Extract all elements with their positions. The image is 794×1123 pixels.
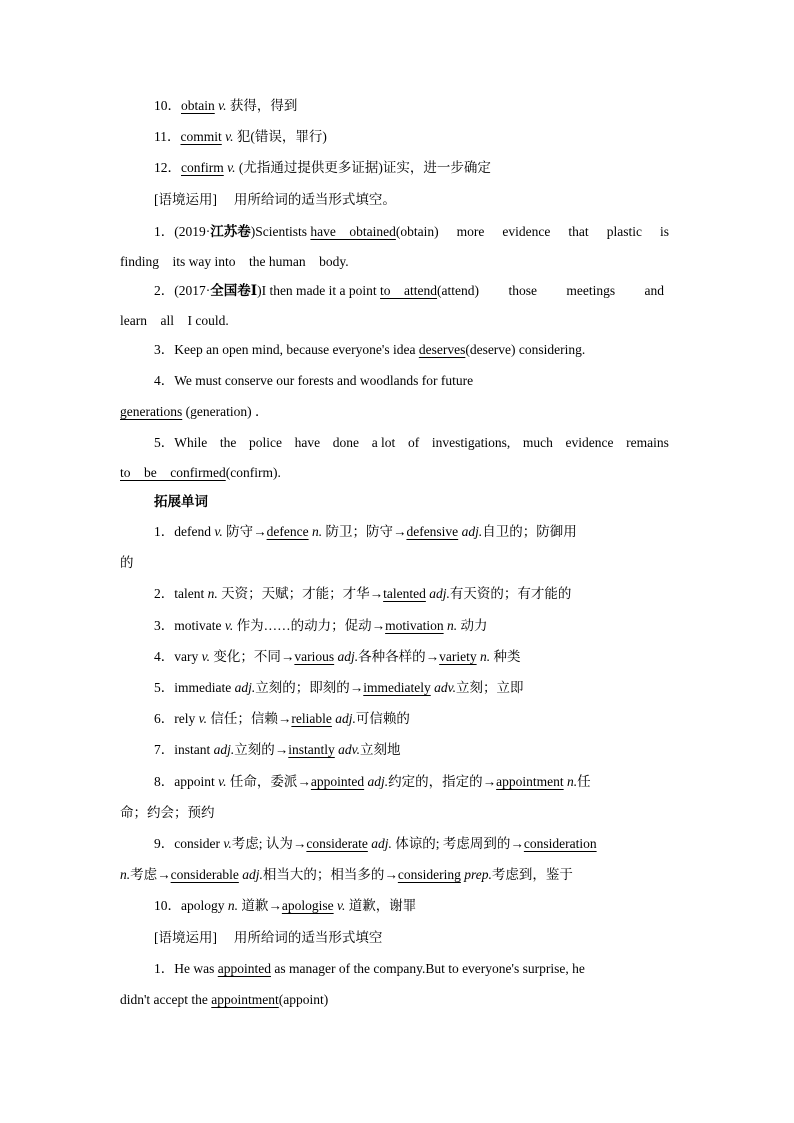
sentence-word: evidence — [565, 435, 614, 450]
word-meaning: 自卫的；防御用 — [482, 524, 577, 539]
sentence-end: (deserve) considering. — [465, 342, 586, 357]
answer-blank: defence — [266, 524, 309, 539]
extended-item-8 — [154, 772, 591, 792]
answer-blank: immediately — [363, 680, 431, 695]
vocab-item-11 — [154, 127, 327, 147]
part-of-speech: n. — [447, 618, 458, 633]
base-word: motivate — [174, 618, 222, 633]
answer-blank: considerable — [170, 867, 239, 882]
sentence-start: He was — [174, 961, 215, 976]
base-word: immediate — [174, 680, 232, 695]
source-name: 江苏卷 — [210, 224, 251, 239]
sentence-word: more — [456, 224, 485, 239]
part-of-speech: v. — [227, 160, 236, 175]
source-prefix: (2019· — [174, 224, 211, 239]
part-of-speech: n. — [120, 867, 131, 882]
sentence-word: plastic — [606, 224, 642, 239]
base-word: appoint — [174, 774, 215, 789]
vocab-word: confirm — [181, 160, 224, 175]
section-instruction: 用所给词的适当形式填空。 — [233, 192, 396, 207]
base-word: instant — [174, 742, 211, 757]
hint-word: (attend) — [437, 283, 480, 298]
part-of-speech: n. — [480, 649, 491, 664]
item-number: 10． — [154, 98, 181, 113]
vocab-word: commit — [180, 129, 222, 144]
vocab-meaning: 获得，得到 — [229, 98, 298, 113]
exercise-3 — [154, 340, 585, 360]
part-of-speech: v. — [218, 774, 227, 789]
part-of-speech: adj. — [335, 711, 356, 726]
item-number: 2． — [154, 283, 175, 298]
sentence-start: )I then made it a point — [257, 283, 377, 298]
base-word: consider — [174, 836, 220, 851]
word-meaning: 立刻的→ — [234, 742, 289, 757]
item-number: 1． — [154, 524, 175, 539]
answer-blank: various — [294, 649, 335, 664]
item-number: 3． — [154, 342, 175, 357]
exercise-1-lead — [154, 222, 439, 242]
extended-item-7 — [154, 740, 401, 760]
source-prefix: (2017· — [174, 283, 211, 298]
part-of-speech: n. — [567, 774, 578, 789]
section-title: [语境运用] — [154, 930, 217, 945]
word-meaning: 道歉→ — [241, 898, 282, 913]
part-of-speech: adv. — [434, 680, 456, 695]
part-of-speech: n. — [227, 898, 238, 913]
sentence-end: (generation) ． — [185, 404, 269, 419]
item-number: 3． — [154, 618, 175, 633]
answer-blank: talented — [383, 586, 426, 601]
word-meaning: 道歉，谢罪 — [348, 898, 417, 913]
answer-blank: have obtained — [310, 224, 396, 239]
word-meaning: 命；约会；预约 — [120, 805, 215, 820]
extended-item-9-line-2 — [120, 865, 573, 885]
answer-blank: generations — [120, 404, 183, 419]
word-meaning: 防卫；防守→ — [325, 524, 407, 539]
sentence-word: much — [522, 435, 553, 450]
exercise-4-line-2 — [120, 402, 268, 422]
section-heading-context-1 — [154, 190, 396, 210]
sentence-middle: as manager of the company.But to everyone's surprise, he — [274, 961, 585, 976]
sentence-word: done — [332, 435, 360, 450]
part-of-speech: adj. — [213, 742, 235, 757]
answer-blank: appointed — [310, 774, 365, 789]
word-meaning: 各种各样的→ — [358, 649, 440, 664]
exercise-6-line-1 — [154, 959, 585, 979]
part-of-speech: v. — [337, 898, 346, 913]
word-meaning: 考虑到，鉴于 — [491, 867, 573, 882]
part-of-speech: v. — [218, 98, 227, 113]
word-meaning: 天资；天赋；才能；才华→ — [221, 586, 384, 601]
sentence-word: the — [219, 435, 237, 450]
word-meaning: 考虑→ — [130, 867, 171, 882]
base-word: apology — [181, 898, 225, 913]
item-number: 9． — [154, 836, 175, 851]
section-title: [语境运用] — [154, 192, 217, 207]
word-meaning: 种类 — [493, 649, 521, 664]
answer-blank: appointment — [211, 992, 279, 1007]
word-meaning: 立刻的；即刻的→ — [255, 680, 364, 695]
extended-item-1-line-2 — [120, 553, 134, 573]
word-meaning: 作为……的动力；促动→ — [236, 618, 386, 633]
sentence-word: those — [508, 283, 537, 298]
word-meaning: 立刻地 — [360, 742, 401, 757]
extended-words-heading: 拓展单词 — [154, 494, 208, 509]
exercise-1-line-2 — [120, 252, 349, 272]
part-of-speech: v. — [225, 129, 234, 144]
item-number: 5． — [154, 435, 175, 450]
answer-blank: motivation — [385, 618, 444, 633]
hint-word: (obtain) — [395, 224, 439, 239]
item-number: 1． — [154, 224, 175, 239]
sentence-start: We must conserve our forests and woodlands for future — [174, 373, 474, 388]
extended-item-9 — [154, 834, 597, 854]
extended-item-2 — [154, 584, 571, 604]
source-name: 全国卷Ⅰ — [210, 283, 258, 298]
exercise-5-line-1 — [154, 433, 669, 453]
sentence-word: and — [644, 283, 664, 298]
item-number: 10． — [154, 898, 181, 913]
sentence-start: )Scientists — [250, 224, 307, 239]
sentence-word: have — [294, 435, 321, 450]
sentence-word: While — [174, 435, 208, 450]
exercise-5-lead — [154, 433, 207, 453]
part-of-speech: v. — [198, 711, 207, 726]
word-meaning: 考虑; 认为→ — [231, 836, 307, 851]
vocab-meaning: (尤指通过提供更多证据)证实，进一步确定 — [238, 160, 491, 175]
sentence-word: is — [659, 224, 669, 239]
item-number: 8． — [154, 774, 175, 789]
item-number: 1． — [154, 961, 175, 976]
item-number: 4． — [154, 373, 175, 388]
word-meaning: 任命，委派→ — [229, 774, 311, 789]
part-of-speech: adj. — [429, 586, 450, 601]
answer-blank: to attend — [380, 283, 438, 298]
extended-item-1 — [154, 522, 577, 542]
vocab-item-10 — [154, 96, 297, 116]
word-meaning: 体谅的; 考虑周到的→ — [395, 836, 524, 851]
answer-blank: defensive — [406, 524, 459, 539]
section-instruction: 用所给词的适当形式填空 — [233, 930, 383, 945]
item-number: 6． — [154, 711, 175, 726]
part-of-speech: v. — [224, 618, 234, 633]
answer-blank: appointed — [217, 961, 271, 976]
base-word: vary — [174, 649, 199, 664]
word-meaning: 相当大的；相当多的→ — [262, 867, 398, 882]
sentence-word: of — [407, 435, 420, 450]
sentence-word: that — [568, 224, 589, 239]
sentence-word: investigations, — [431, 435, 511, 450]
vocab-item-12 — [154, 158, 491, 178]
extended-item-6 — [154, 709, 410, 729]
vocab-meaning: 犯(错误，罪行) — [236, 129, 327, 144]
sentence-word: a lot — [371, 435, 396, 450]
part-of-speech: n. — [311, 524, 323, 539]
exercise-2-lead — [154, 281, 479, 301]
answer-blank: considering — [397, 867, 461, 882]
extended-item-8-line-2 — [120, 803, 215, 823]
word-meaning: 变化；不同→ — [213, 649, 295, 664]
sentence-word: evidence — [502, 224, 551, 239]
sentence-end: finding its way into the human body. — [120, 254, 349, 269]
part-of-speech: adj. — [337, 649, 359, 664]
exercise-1-line-1 — [154, 222, 669, 242]
answer-blank: variety — [439, 649, 477, 664]
item-number: 5． — [154, 680, 175, 695]
item-number: 2． — [154, 586, 175, 601]
part-of-speech: v. — [223, 836, 232, 851]
exercise-4-line-1 — [154, 371, 473, 391]
part-of-speech: adj. — [367, 774, 389, 789]
sentence-start: Keep an open mind, because everyone's idea — [174, 342, 416, 357]
word-meaning: 约定的，指定的→ — [388, 774, 497, 789]
word-meaning: 可信赖的 — [355, 711, 410, 726]
word-meaning: 的 — [120, 555, 134, 570]
answer-blank: reliable — [291, 711, 332, 726]
part-of-speech: adv. — [338, 742, 361, 757]
part-of-speech: adj. — [242, 867, 263, 882]
answer-blank: appointment — [496, 774, 564, 789]
extended-item-3 — [154, 616, 488, 636]
answer-blank: instantly — [288, 742, 335, 757]
base-word: rely — [174, 711, 196, 726]
word-meaning: 有天资的；有才能的 — [449, 586, 572, 601]
sentence-word: remains — [626, 435, 669, 450]
base-word: defend — [174, 524, 211, 539]
sentence-end: (confirm). — [225, 465, 281, 480]
extended-item-5 — [154, 678, 523, 698]
word-meaning: 动力 — [460, 618, 488, 633]
part-of-speech: prep. — [464, 867, 492, 882]
sentence-word: meetings — [566, 283, 616, 298]
sentence-start: didn't accept the — [120, 992, 208, 1007]
part-of-speech: v. — [201, 649, 210, 664]
sentence-end: learn all I could. — [120, 313, 229, 328]
word-meaning: 立刻；立即 — [455, 680, 524, 695]
exercise-5-line-2 — [120, 463, 281, 483]
answer-blank: apologise — [281, 898, 334, 913]
extended-item-10 — [154, 896, 416, 916]
item-number: 4． — [154, 649, 175, 664]
word-meaning: 防守→ — [226, 524, 267, 539]
item-number: 12． — [154, 160, 181, 175]
answer-blank: deserves — [418, 342, 466, 357]
item-number: 7． — [154, 742, 175, 757]
sentence-word: police — [249, 435, 283, 450]
hint-word: (appoint) — [278, 992, 329, 1007]
vocab-word: obtain — [181, 98, 215, 113]
answer-blank: to be confirmed — [120, 465, 226, 480]
exercise-2-line-2 — [120, 311, 229, 331]
section-heading-context-2 — [154, 928, 382, 948]
part-of-speech: adj. — [234, 680, 256, 695]
part-of-speech: adj. — [371, 836, 392, 851]
part-of-speech: n. — [207, 586, 218, 601]
word-meaning: 信任；信赖→ — [210, 711, 292, 726]
extended-item-4 — [154, 647, 521, 667]
exercise-6-line-2 — [120, 990, 328, 1010]
answer-blank: consideration — [523, 836, 597, 851]
word-meaning: 任 — [577, 774, 591, 789]
exercise-2-line-1 — [154, 281, 664, 301]
part-of-speech: v. — [214, 524, 223, 539]
item-number: 11． — [154, 129, 181, 144]
part-of-speech: adj. — [461, 524, 483, 539]
base-word: talent — [174, 586, 205, 601]
answer-blank: considerate — [306, 836, 368, 851]
